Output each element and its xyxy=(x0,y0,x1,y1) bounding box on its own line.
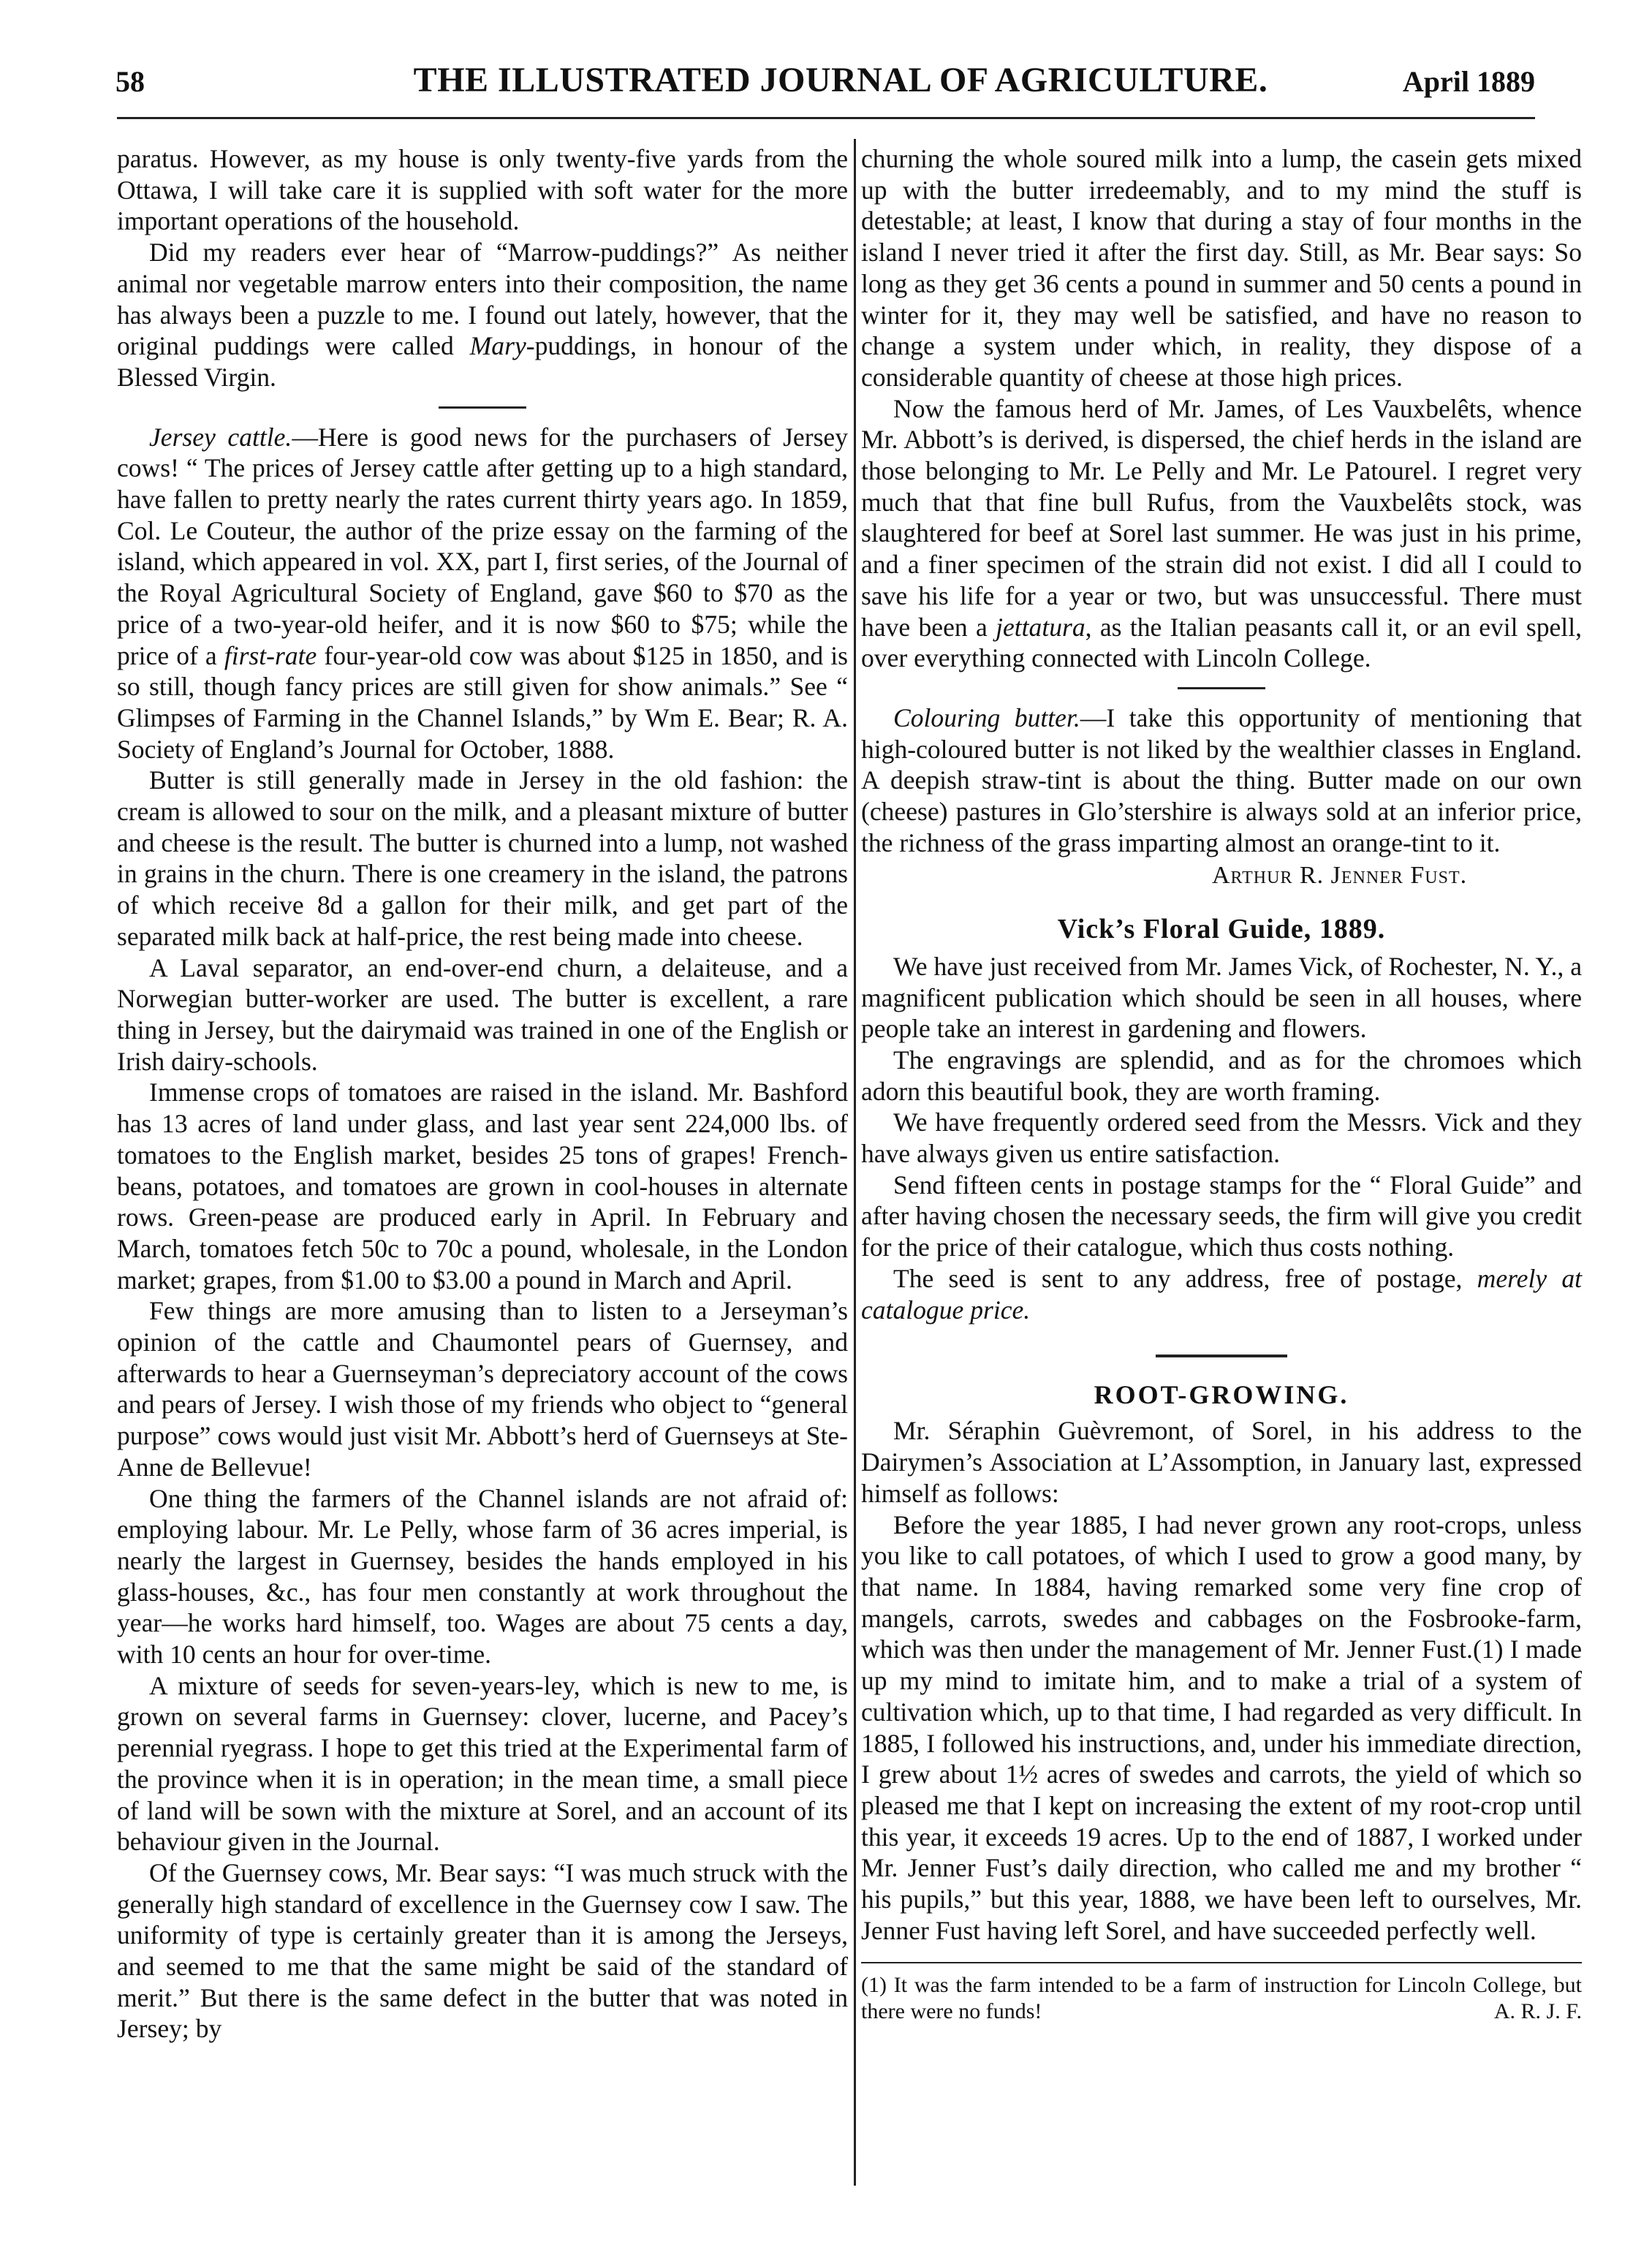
italic-phrase: merely at catalogue price. xyxy=(861,1263,1583,1325)
paragraph: One thing the farmers of the Channel islands are not afraid of: employing labour. Mr. Le Pelly, whose farm of 36 acres imperial, is nearly the largest in Guernsey, besides the hands employed in his glass-houses, &c., has four men constantly at work throughout the year—he works hard himself, too. Wages are about 75 cents a day, with 10 cents an hour for over-time. xyxy=(117,1483,848,1670)
column-divider xyxy=(854,139,856,2186)
paragraph: Mr. Séraphin Guèvremont, of Sorel, in his address to the Dairymen’s Association at L’Assomption, in January last, expressed himself as follows: xyxy=(861,1416,1582,1508)
section-title-vick: Vick’s Floral Guide, 1889. xyxy=(1057,914,1386,945)
right-column xyxy=(861,143,1582,2025)
paragraph: We have just received from Mr. James Vick, of Rochester, N. Y., a magnificent publication which should be seen in all houses, where people take an interest in gardening and flowers. xyxy=(861,951,1582,1044)
subsection-title: Jersey cattle. xyxy=(149,422,292,452)
subsection-title: Colouring butter. xyxy=(893,702,1080,732)
page-header xyxy=(0,0,1652,124)
paragraph-marrow-puddings: Did my readers ever hear of “Marrow-puddings?” As neither animal nor vegetable marrow enters into their composition, the name has always been a puzzle to me. I found out lately, however, that the original puddings were called Mary-puddings, in honour of the Blessed Virgin. xyxy=(117,238,848,392)
paragraph-herd: Now the famous herd of Mr. James, of Les Vauxbelêts, whence Mr. Abbott’s is derived, is dispersed, the chief herds in the island are those belonging to Mr. Le Pelly and Mr. Le Patourel. I regret very much that that fine bull Rufus, from the Vauxbelêts stock, was slaughtered for beef at Sorel last summer. He was just in his prime, and a finer specimen of the strain did not exist. I did all I could to save his life for a year or two, but was unsuccessful. There must have been a jettatura, as the Italian peasants call it, or an evil spell, over everything connected with Lincoln College. xyxy=(861,393,1582,673)
paragraph-vick-seed: The seed is sent to any address, free of postage, merely at catalogue price. xyxy=(861,1263,1583,1325)
paragraph: Butter is still generally made in Jersey in the old fashion: the cream is allowed to sour on the milk, and a pleasant mixture of butter and cheese is the result. The butter is churned into a lump, not washed in grains in the churn. There is one creamery in the island, the patrons of which receive 8d a gallon for their milk, and get part of the separated milk back at half-price, the rest being made into cheese. xyxy=(117,765,848,951)
section-title-root-growing: ROOT-GROWING. xyxy=(1094,1380,1349,1410)
paragraph: paratus. However, as my house is only twenty-five yards from the Ottawa, I will take care it is supplied with soft water for the more important operations of the household. xyxy=(117,144,848,236)
paragraph: A mixture of seeds for seven-years-ley, which is new to me, is grown on several farms in Guernsey: clover, lucerne, and Pacey’s perennial ryegrass. I hope to get this tried at the Experimental farm of the province when it is in operation; in the mean time, a small piece of land will be sown with the mixture at Sorel, and an account of its behaviour given in the Journal. xyxy=(117,1670,848,1857)
paragraph-colouring-butter: Colouring butter.—I take this opportunity of mentioning that high-coloured butter is not liked by the wealthier classes in England. A deepish straw-tint is about the thing. Butter made on our own (cheese) pastures in Glo’stershire is always sold at an inferior price, the richness of the grass imparting almost an orange-tint to it. xyxy=(861,702,1583,857)
italic-word: first-rate xyxy=(224,640,317,670)
italic-word: jettatura xyxy=(996,612,1085,642)
journal-title: THE ILLUSTRATED JOURNAL OF AGRICULTURE. xyxy=(413,61,1268,99)
italic-word: Mary xyxy=(469,331,526,361)
paragraph: The engravings are splendid, and as for the chromoes which adorn this beautiful book, they are worth framing. xyxy=(861,1045,1582,1106)
paragraph: A Laval separator, an end-over-end churn, a delaiteuse, and a Norwegian butter-worker are used. The butter is excellent, a rare thing in Jersey, but the dairymaid was trained in one of the English or Irish dairy-schools. xyxy=(117,952,848,1076)
paragraph: Of the Guernsey cows, Mr. Bear says: “I was much struck with the generally high standard of excellence in the Guernsey cow I saw. The uniformity of type is certainly greater than it is among the Jerseys, and seemed to me that the same might be said of the standard of merit.” But there is the same defect in the butter that was noted in Jersey; by xyxy=(117,1857,848,2044)
footnote-text: (1) It was the farm intended to be a farm of instruction for Lincoln College, but there were no funds! xyxy=(861,1973,1582,2024)
paragraph: Send fifteen cents in postage stamps for the “ Floral Guide” and after having chosen the necessary seeds, the firm will give you credit for the price of their catalogue, which thus costs nothing. xyxy=(861,1170,1582,1262)
footnote-signature: A. R. J. F. xyxy=(1493,1999,1582,2024)
footnote xyxy=(861,1962,1582,2025)
issue-date: April 1889 xyxy=(1402,65,1535,98)
page-number: 58 xyxy=(115,65,145,98)
paragraph: Before the year 1885, I had never grown any root-crops, unless you like to call potatoes, of which I used to grow a good many, by that name. In 1884, having remarked some very fine crop of mangels, carrots, swedes and cabbages on the Fosbrooke-farm, which was then under the management of Mr. Jenner Fust.(1) I made up my mind to imitate him, and to make a trial of a system of cultivation which, up to that time, I had regarded as very difficult. In 1885, I followed his instructions, and, under his immediate direction, I grew about 1½ acres of swedes and carrots, the yield of which so pleased me that I kept on increasing the extent of my root-crop until this year, it exceeds 19 acres. Up to the end of 1887, I worked under Mr. Jenner Fust’s daily direction, who called me and my brother “ his pupils,” but this year, 1888, we have been left to ourselves, Mr. Jenner Fust having left Sorel, and have succeeded perfectly well. xyxy=(861,1509,1582,1945)
section-separator xyxy=(1156,1355,1287,1357)
author-signature: Arthur R. Jenner Fust. xyxy=(1212,862,1468,890)
paragraph-jersey-cattle: Jersey cattle.—Here is good news for the purchasers of Jersey cows! “ The prices of Jersey cattle after getting up to a high standard, have fallen to pretty nearly the rates current thirty years ago. In 1859, Col. Le Couteur, the author of the prize essay on the farming of the island, which appeared in vol. XX, part I, first series, of the Journal of the Royal Agricultural Society of England, gave $60 to $70 as the price of a two-year-old heifer, and it is now $60 to $75; while the price of a first-rate four-year-old cow was about $125 in 1850, and is so still, though fancy prices are still given for show animals.” See “ Glimpses of Farming in the Channel Islands,” by Wm E. Bear; R. A. Society of England’s Journal for October, 1888. xyxy=(117,422,848,764)
paragraph: Few things are more amusing than to listen to a Jerseyman’s opinion of the cattle and Chaumontel pears of Guernsey, and afterwards to hear a Guernseyman’s depreciatory account of the cows and pears of Jersey. I wish those of my friends who object to “general purpose” cows would just visit Mr. Abbott’s herd of Guernseys at Ste-Anne de Bellevue! xyxy=(117,1296,848,1482)
section-separator xyxy=(439,406,526,409)
left-column xyxy=(117,143,848,2045)
section-separator xyxy=(1178,687,1265,689)
header-rule xyxy=(117,117,1535,119)
paragraph: Immense crops of tomatoes are raised in the island. Mr. Bashford has 13 acres of land under glass, and last year sent 224,000 lbs. of tomatoes to the English market, besides 25 tons of grapes! French-beans, potatoes, and tomatoes are grown in cool-houses in alternate rows. Green-pease are produced early in April. In February and March, tomatoes fetch 50c to 70c a pound, wholesale, in the London market; grapes, from $1.00 to $3.00 a pound in March and April. xyxy=(117,1077,848,1295)
paragraph: churning the whole soured milk into a lump, the casein gets mixed up with the butter irredeemably, and to my mind the stuff is detestable; at least, I know that during a stay of four months in the island I never tried it after the first day. Still, as Mr. Bear says: So long as they get 36 cents a pound in summer and 50 cents a pound in winter for it, they may well be satisfied, and have no reason to change a system under which, in reality, they dispose of a considerable quantity of cheese at those high prices. xyxy=(861,144,1582,392)
paragraph: We have frequently ordered seed from the Messrs. Vick and they have always given us entire satisfaction. xyxy=(861,1107,1582,1169)
